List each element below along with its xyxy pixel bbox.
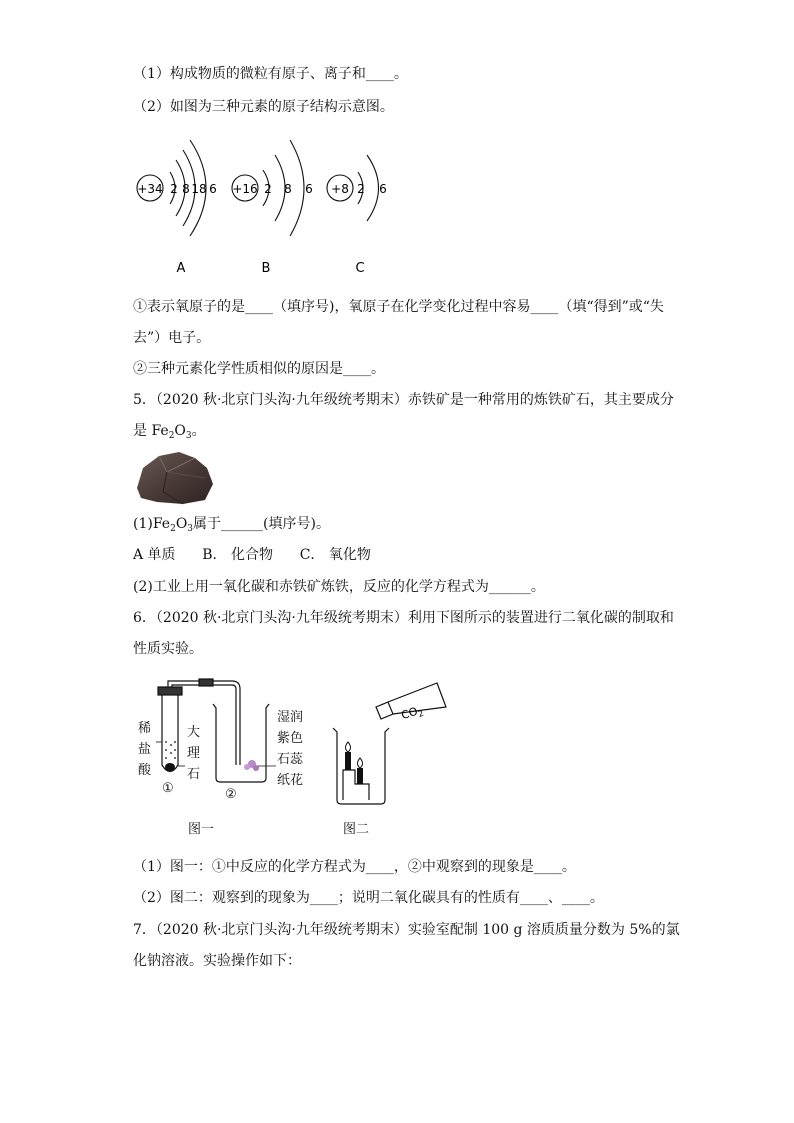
label-dilute-hcl-2: 盐	[138, 742, 152, 757]
paper-flower-icon	[244, 760, 259, 771]
hematite-ore-image	[133, 448, 215, 506]
q5-stem-line2: 是 $Fe_2O_3$。	[133, 423, 206, 441]
label-marble-2: 理	[187, 746, 201, 761]
label-flower-2: 紫色	[277, 731, 304, 746]
co2-bottle-label: $CO_2$	[399, 704, 425, 723]
q7-stem-line1: 7．（2020 秋·北京门头沟·九年级统考期末）实验室配制 100 g 溶质质量分数为 5%的氯	[133, 922, 680, 938]
atom-c-nucleus: +8	[331, 182, 349, 196]
label-apparatus-2: ②	[225, 787, 237, 802]
figure-1-caption: 图一	[188, 822, 215, 837]
q6-part1: （1）图一：①中反应的化学方程式为____，②中观察到的现象是____。	[133, 859, 576, 875]
atom-b-nucleus: +16	[232, 182, 258, 196]
figure-2-caption: 图二	[343, 822, 370, 837]
q6-part2: （2）图二：观察到的现象为____；说明二氧化碳具有的性质有____、____。	[133, 890, 604, 906]
atom-a-label: A	[176, 261, 186, 276]
atom-c	[327, 155, 379, 221]
q5-part1: $(1)Fe_2O_3$属于______(填序号)。	[133, 516, 330, 534]
atom-a-shell-2: 8	[182, 182, 190, 196]
atom-c-shell-2: 6	[379, 182, 387, 196]
q6-stem-line1: 6．（2020 秋·北京门头沟·九年级统考期末）利用下图所示的装置进行二氧化碳的制取和	[133, 610, 674, 626]
label-marble-1: 大	[187, 725, 201, 740]
label-flower-4: 纸花	[277, 773, 304, 788]
q5-stem-line1: 5．（2020 秋·北京门头沟·九年级统考期末）赤铁矿是一种常用的炼铁矿石，其主要成分	[133, 392, 674, 408]
label-dilute-hcl-3: 酸	[138, 763, 152, 778]
atom-a-shell-3: 18	[191, 182, 207, 196]
atom-a-shell-4: 6	[209, 182, 217, 196]
atom-c-label: C	[355, 261, 365, 276]
q5-part2: (2)工业上用一氧化碳和赤铁矿炼铁，反应的化学方程式为______。	[133, 579, 545, 595]
q6-stem-line2: 性质实验。	[133, 641, 203, 657]
label-marble-3: 石	[187, 767, 201, 782]
label-apparatus-1: ①	[162, 781, 174, 796]
atom-a	[137, 140, 206, 236]
atom-c-shell-1: 2	[357, 182, 365, 196]
q4-sub2: ②三种元素化学性质相似的原因是____。	[133, 361, 385, 377]
q7-stem-line2: 化钠溶液。实验操作如下：	[133, 953, 301, 969]
atom-b	[232, 140, 304, 236]
label-dilute-hcl-1: 稀	[138, 721, 152, 736]
atom-b-shell-3: 6	[305, 182, 313, 196]
atom-a-shell-1: 2	[170, 182, 178, 196]
atom-b-shell-1: 2	[264, 182, 272, 196]
q4-sub1-line1: ①表示氧原子的是____（填序号)，氧原子在化学变化过程中容易____（填“得到”或“失	[133, 299, 664, 315]
q4-part2: （2）如图为三种元素的原子结构示意图。	[133, 99, 394, 115]
atom-b-label: B	[261, 261, 271, 276]
q5-options: A 单质 B． 化合物 C． 氧化物	[133, 547, 371, 563]
label-flower-3: 石蕊	[277, 752, 304, 767]
atom-b-shell-2: 8	[284, 182, 292, 196]
atom-a-nucleus: +34	[137, 182, 163, 196]
q4-sub1-line2: 去”）电子。	[133, 330, 211, 346]
label-flower-1: 湿润	[277, 710, 304, 725]
q4-part1: （1）构成物质的微粒有原子、离子和____。	[133, 66, 408, 82]
